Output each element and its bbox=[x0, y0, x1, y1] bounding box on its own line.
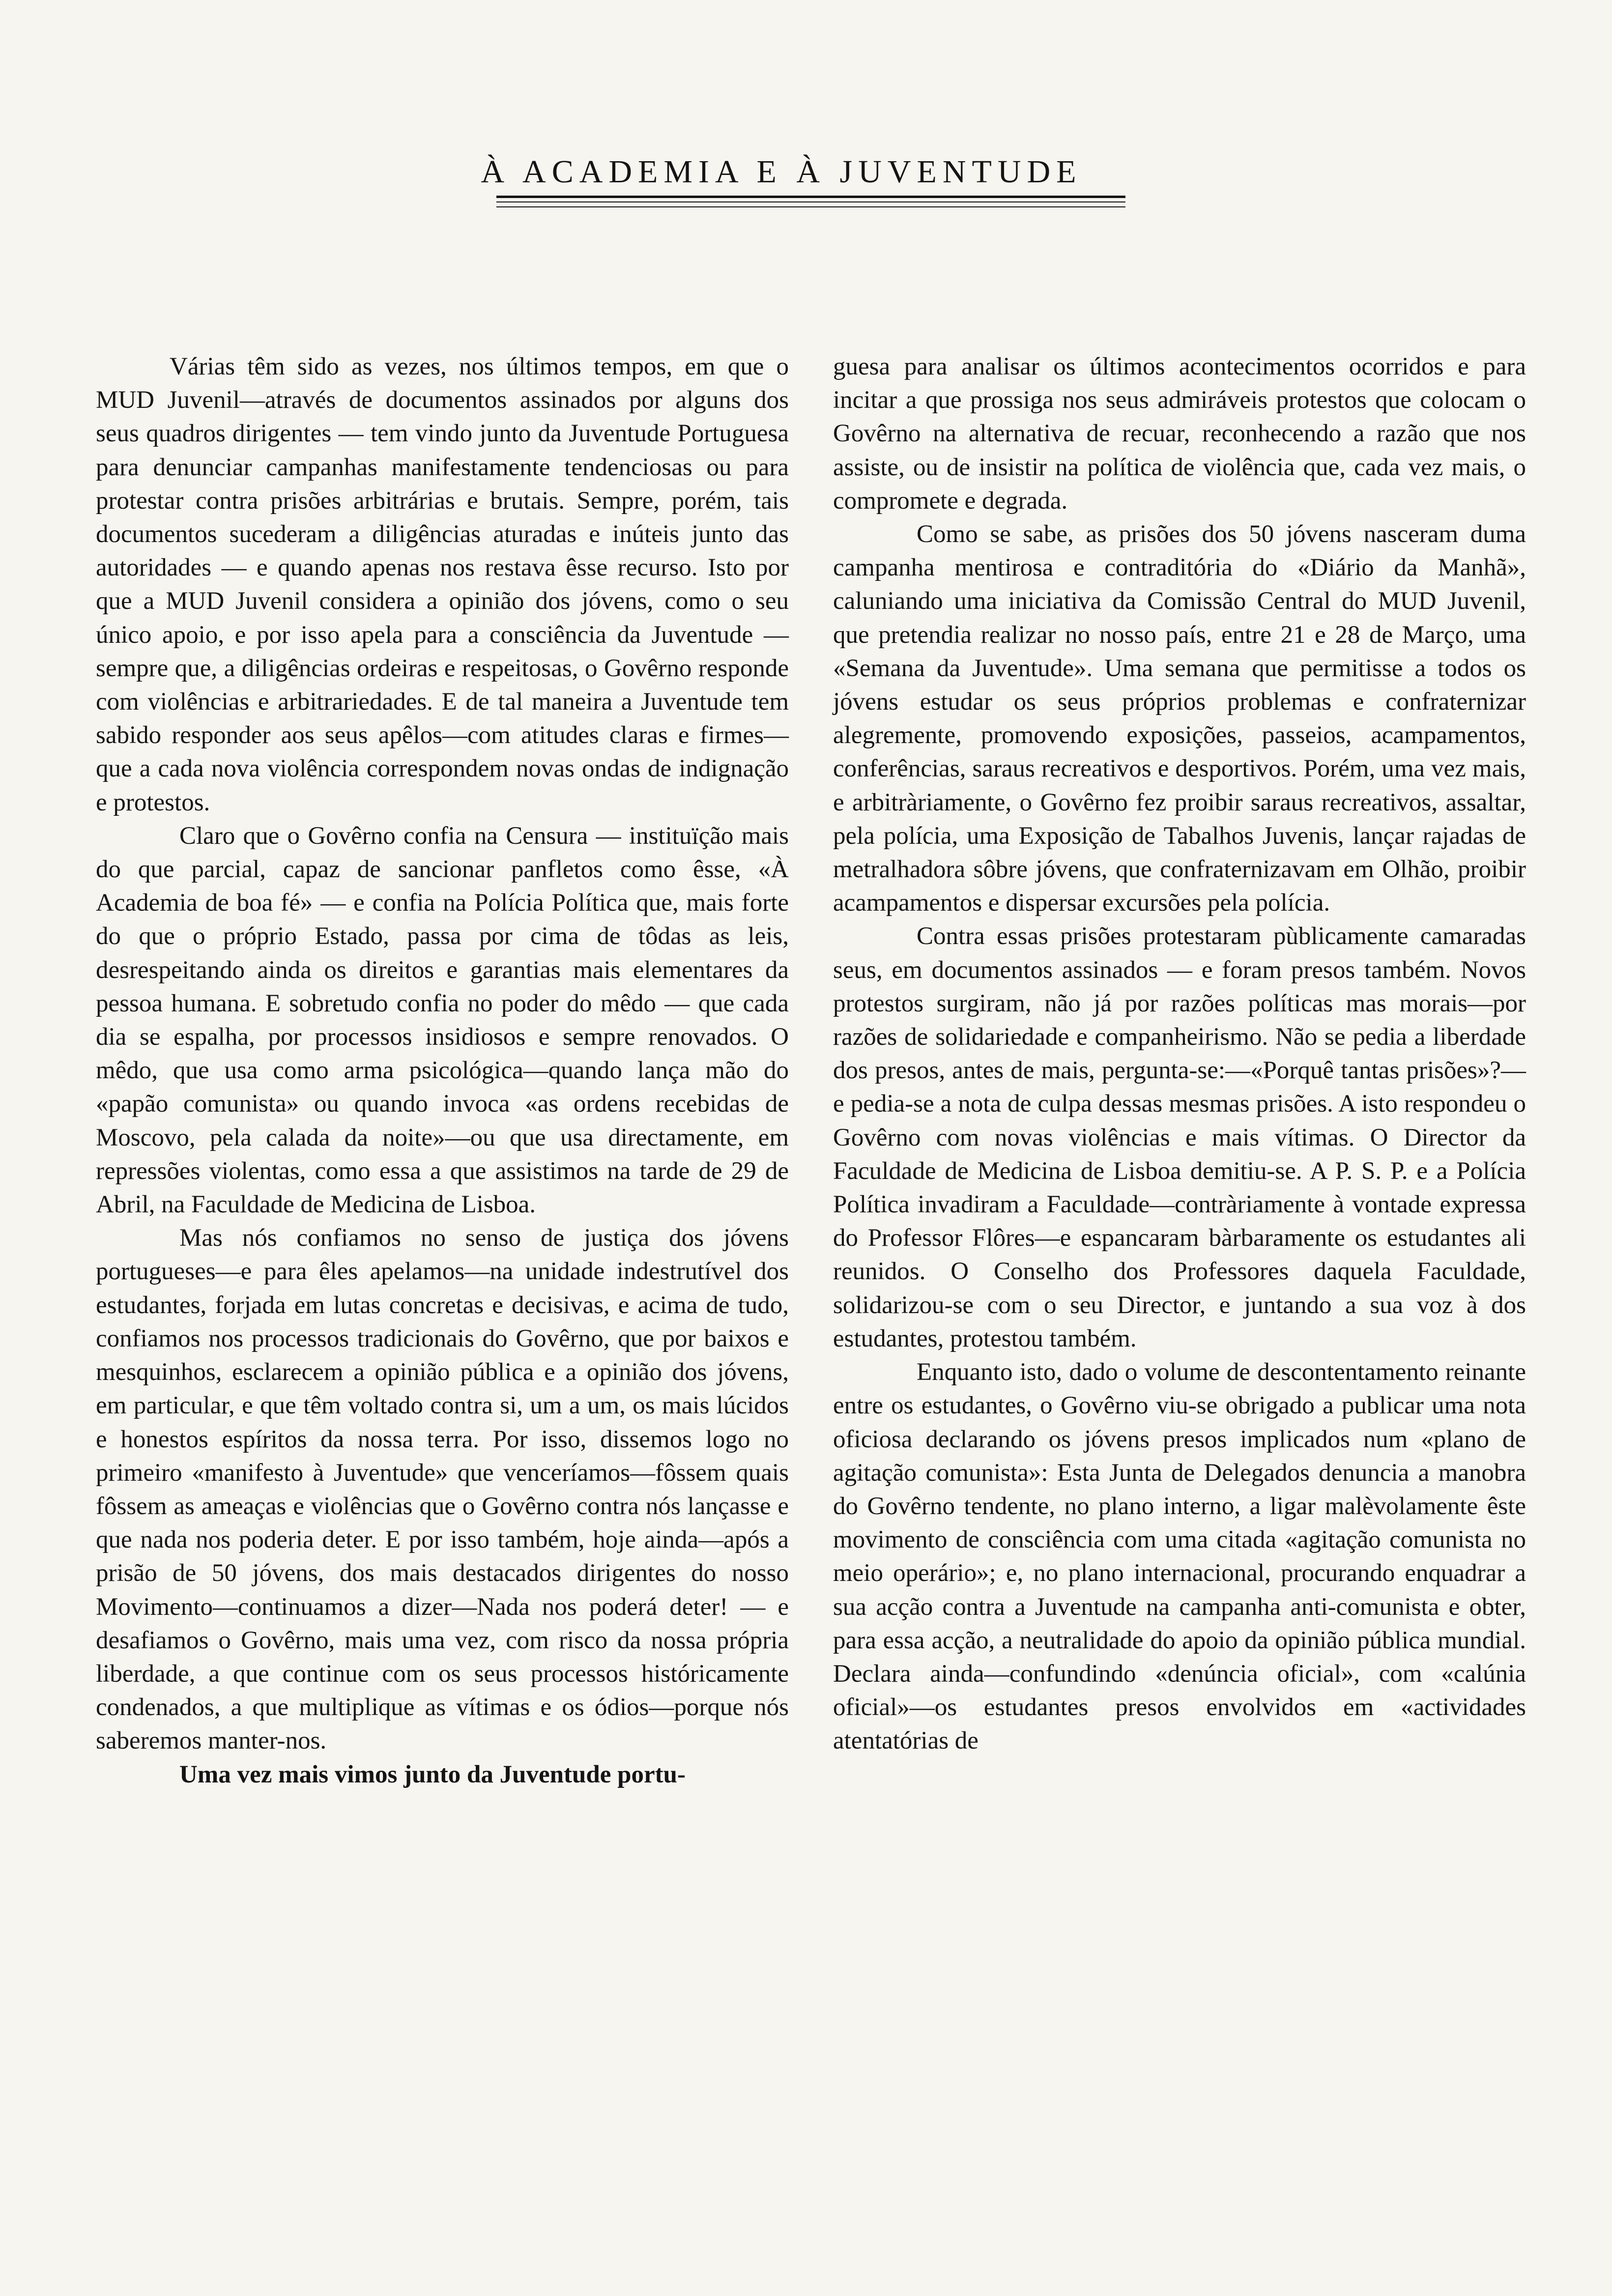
paragraph: Contra essas prisões protestaram pùblicamente camaradas seus, em documentos assinados — e foram presos também. Novos protestos surgiram, não já por razões políticas mas morais—por razões de solidariedade e companheirismo. Não se pedia a liberdade dos presos, antes de mais, pergunta-se:—«Porquê tantas prisões»?—e pedia-se a nota de culpa dessas mesmas prisões. A isto respondeu o Govêrno com novas violências e mais vítimas. O Director da Faculdade de Medicina de Lisboa demitiu-se. A P. S. P. e a Polícia Política invadiram a Faculdade—contràriamente à vontade expressa do Professor Flôres—e espancaram bàrbaramente os estudantes ali reunidos. O Conselho dos Professores daquela Faculdade, solidarizou-se com o seu Director, e juntando a sua voz à dos estudantes, protestou também. bbox=[833, 922, 1526, 1352]
paragraph: Mas nós confiamos no senso de justiça dos jóvens portugueses—e para êles apelamos—na unidade indestrutível dos estudantes, forjada em lutas concretas e decisivas, e acima de tudo, confiamos nos processos tradicionais do Govêrno, que por baixos e mesquinhos, esclarecem a opinião pública e a opinião dos jóvens, em particular, e que têm voltado contra si, um a um, os mais lúcidos e honestos espíritos da nossa terra. Por isso, dissemos logo no primeiro «manifesto à Juventude» que venceríamos—fôssem quais fôssem as ameaças e violências que o Govêrno contra nós lançasse e que nada nos poderia deter. E por isso também, hoje ainda—após a prisão de 50 jóvens, dos mais destacados dirigentes do nosso Movimento—continuamos a dizer—Nada nos poderá deter! — e desafiamos o Govêrno, mais uma vez, com risco da nossa própria liberdade, a que continue com os seus processos históricamente condenados, a que multiplique as vítimas e os ódios—porque nós saberemos manter-nos. bbox=[96, 1224, 789, 1755]
paragraph: guesa para analisar os últimos acontecimentos ocorridos e para incitar a que prossiga nos seus admiráveis protestos que colocam o Govêrno na alternativa de recuar, reconhecendo a razão que nos assiste, ou de insistir na política de violência que, cada vez mais, o compromete e degrada. bbox=[833, 353, 1526, 515]
paragraph: Claro que o Govêrno confia na Censura — instituïção mais do que parcial, capaz de sancionar panfletos como êsse, «À Academia de boa fé» — e confia na Polícia Política que, mais forte do que o próprio Estado, passa por cima de tôdas as leis, desrespeitando ainda os direitos e garantias mais elementares da pessoa humana. E sobretudo confia no poder do mêdo — que cada dia se espalha, por processos insidiosos e sempre renovados. O mêdo, que usa como arma psicológica—quando lança mão do «papão comunista» ou quando invoca «as ordens recebidas de Moscovo, pela calada da noite»—ou que usa directamente, em repressões violentas, como essa a que assistimos na tarde de 29 de Abril, na Faculdade de Medicina de Lisboa. bbox=[96, 822, 789, 1219]
right-column bbox=[833, 350, 1526, 2193]
paragraph: Uma vez mais vimos junto da Juventude portu- bbox=[179, 1760, 686, 1788]
title-rule-thick bbox=[496, 196, 1125, 198]
title-rule-thin bbox=[496, 201, 1125, 202]
left-column bbox=[96, 350, 789, 2193]
title-rule-thin-lower bbox=[496, 206, 1125, 207]
paragraph: Enquanto isto, dado o volume de descontentamento reinante entre os estudantes, o Govêrno viu-se obrigado a publicar uma nota oficiosa declarando os jóvens presos implicados num «plano de agitação comunista»: Esta Junta de Delegados denuncia a manobra do Govêrno tendente, no plano interno, a ligar malèvolamente êste movimento de consciência com uma citada «agitação comunista no meio operário»; e, no plano internacional, procurando enquadrar a sua acção contra a Juventude na campanha anti-comunista e obter, para essa acção, a neutralidade do apoio da opinião pública mundial. Declara ainda—confundindo «denúncia oficial», com «calúnia oficial»—os estudantes presos envolvidos em «actividades atentatórias de bbox=[833, 1358, 1526, 1755]
paragraph: Como se sabe, as prisões dos 50 jóvens nasceram duma campanha mentirosa e contraditória do «Diário da Manhã», caluniando uma iniciativa da Comissão Central do MUD Juvenil, que pretendia realizar no nosso país, entre 21 e 28 de Março, uma «Semana da Juventude». Uma semana que permitisse a todos os jóvens estudar os seus próprios problemas e confraternizar alegremente, promovendo exposições, passeios, acampamentos, conferências, saraus recreativos e desportivos. Porém, uma vez mais, e arbitràriamente, o Govêrno fez proibir saraus recreativos, assaltar, pela polícia, uma Exposição de Tabalhos Juvenis, lançar rajadas de metralhadora sôbre jóvens, que confraternizavam em Olhão, proibir acampamentos e dispersar excursões pela polícia. bbox=[833, 520, 1526, 917]
paragraph: Várias têm sido as vezes, nos últimos tempos, em que o MUD Juvenil—através de documentos assinados por alguns dos seus quadros dirigentes — tem vindo junto da Juventude Portuguesa para denunciar campanhas manifestamente tendenciosas ou para protestar contra prisões arbitrárias e brutais. Sempre, porém, tais documentos sucederam a diligências aturadas e inúteis junto das autoridades — e quando apenas nos restava êsse recurso. Isto por que a MUD Juvenil considera a opinião dos jóvens, como o seu único apoio, e por isso apela para a consciência da Juventude — sempre que, a diligências ordeiras e respeitosas, o Govêrno responde com violências e arbitrariedades. E de tal maneira a Juventude tem sabido responder aos seus apêlos—com atitudes claras e firmes—que a cada nova violência correspondem novas ondas de indignação e protestos. bbox=[96, 353, 789, 816]
page-title: À ACADEMIA E À JUVENTUDE bbox=[481, 154, 1082, 190]
